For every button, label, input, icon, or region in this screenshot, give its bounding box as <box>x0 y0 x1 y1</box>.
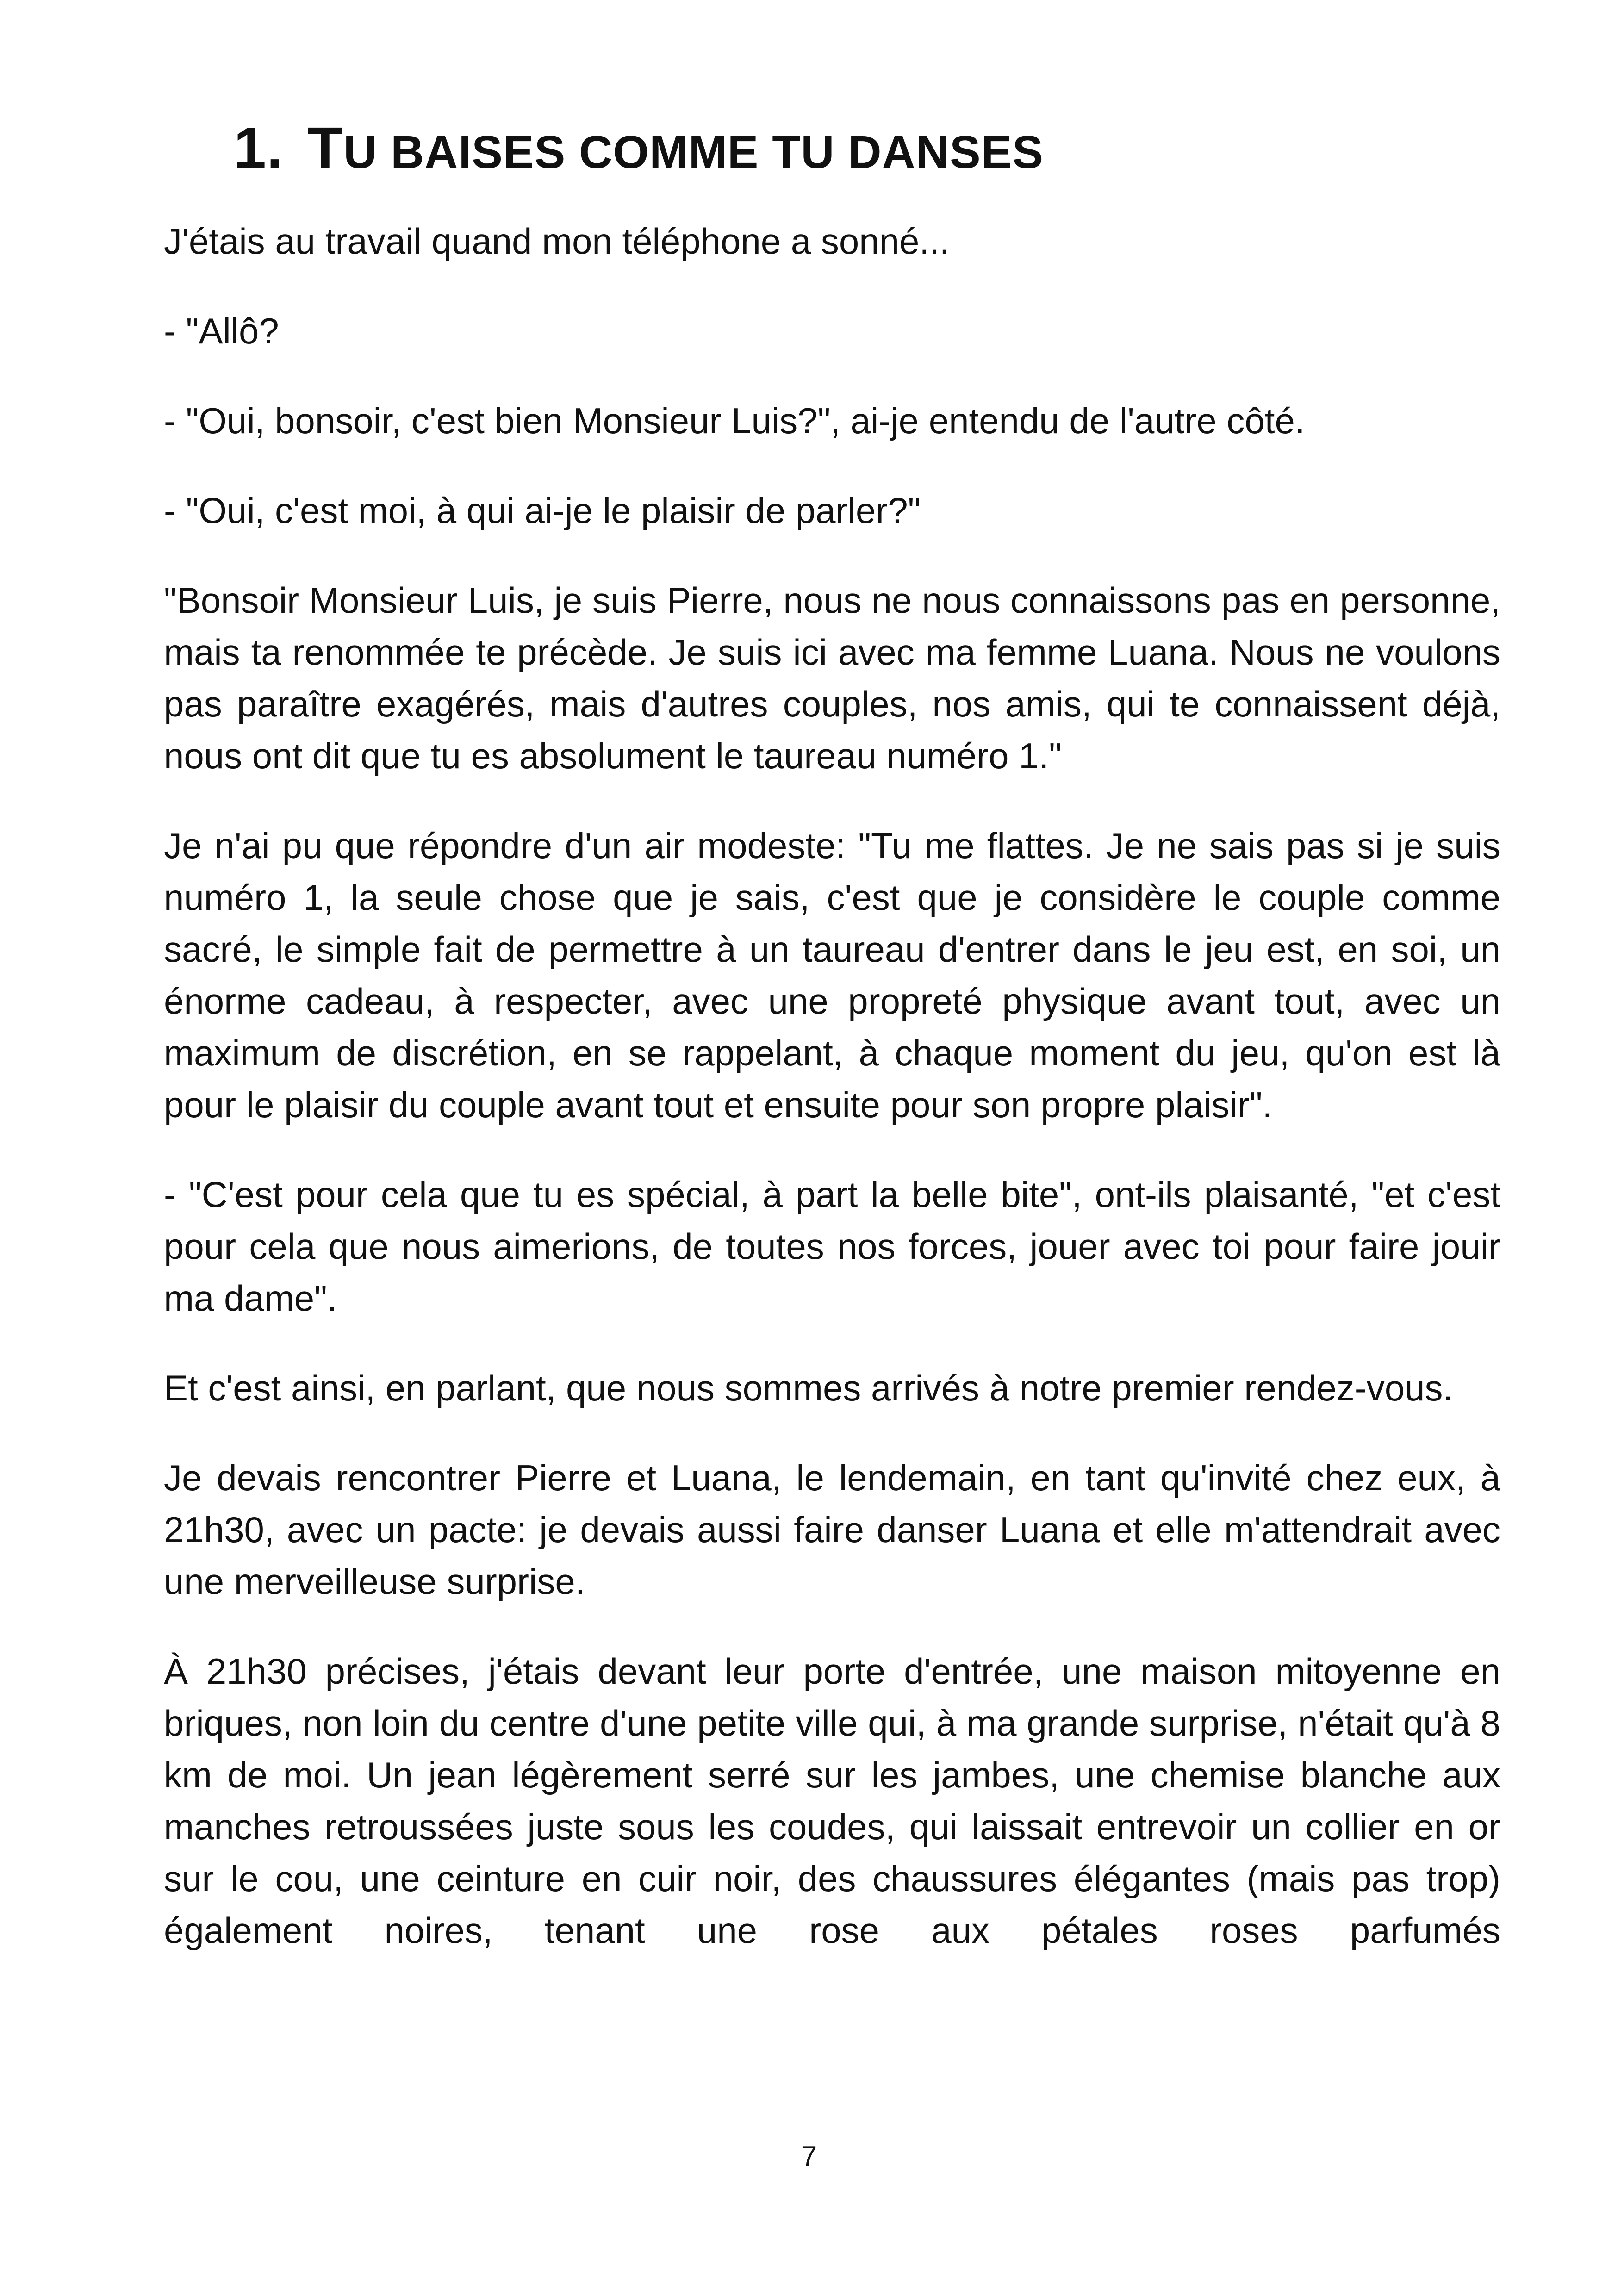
body-text <box>164 215 1500 1956</box>
paragraph: "Bonsoir Monsieur Luis, je suis Pierre, nous ne nous connaissons pas en personne, mais ta renommée te précède. Je suis ici avec ma femme Luana. Nous ne voulons pas paraître exagérés, mais d'autres couples, nos amis, qui te connaissent déjà, nous ont dit que tu es absolument le taureau numéro 1." <box>164 580 1500 776</box>
paragraph: Je n'ai pu que répondre d'un air modeste: "Tu me flattes. Je ne sais pas si je suis numéro 1, la seule chose que je sais, c'est que je considère le couple comme sacré, le simple fait de permettre à un taureau d'entrer dans le jeu est, en soi, un énorme cadeau, à respecter, avec une propreté physique avant tout, avec un maximum de discrétion, en se rappelant, à chaque moment du jeu, qu'on est là pour le plaisir du couple avant tout et ensuite pour son propre plaisir". <box>164 825 1500 1125</box>
page-number: 7 <box>801 2140 817 2172</box>
chapter-title <box>234 116 1044 185</box>
paragraph: J'étais au travail quand mon téléphone a sonné... <box>164 221 950 261</box>
paragraph: Je devais rencontrer Pierre et Luana, le lendemain, en tant qu'invité chez eux, à 21h30, avec un pacte: je devais aussi faire danser Luana et elle m'attendrait avec une merveilleuse surprise. <box>164 1457 1500 1602</box>
paragraph: - "Allô? <box>164 311 279 351</box>
paragraph: À 21h30 précises, j'étais devant leur porte d'entrée, une maison mitoyenne en briques, non loin du centre d'une petite ville qui, à ma grande surprise, n'était qu'à 8 km de moi. Un jean légèrement serré sur les jambes, une chemise blanche aux manches retroussées juste sous les coudes, qui laissait entrevoir un collier en or sur le cou, une ceinture en cuir noir, des chaussures élégantes (mais pas trop) également noires, tenant une rose aux pétales roses parfumés <box>164 1651 1500 1951</box>
chapter-number: 1. <box>234 115 284 180</box>
paragraph: Et c'est ainsi, en parlant, que nous sommes arrivés à notre premier rendez-vous. <box>164 1368 1453 1408</box>
paragraph: - "Oui, c'est moi, à qui ai-je le plaisir de parler?" <box>164 490 921 531</box>
paragraph: - "Oui, bonsoir, c'est bien Monsieur Luis?", ai-je entendu de l'autre côté. <box>164 400 1305 441</box>
paragraph: - "C'est pour cela que tu es spécial, à part la belle bite", ont-ils plaisanté, "et c'est pour cela que nous aimerions, de toutes nos forces, jouer avec toi pour faire jouir ma dame". <box>164 1174 1500 1319</box>
chapter-title-initial: T <box>307 115 344 180</box>
chapter-title-rest: U BAISES COMME TU DANSES <box>343 126 1044 178</box>
